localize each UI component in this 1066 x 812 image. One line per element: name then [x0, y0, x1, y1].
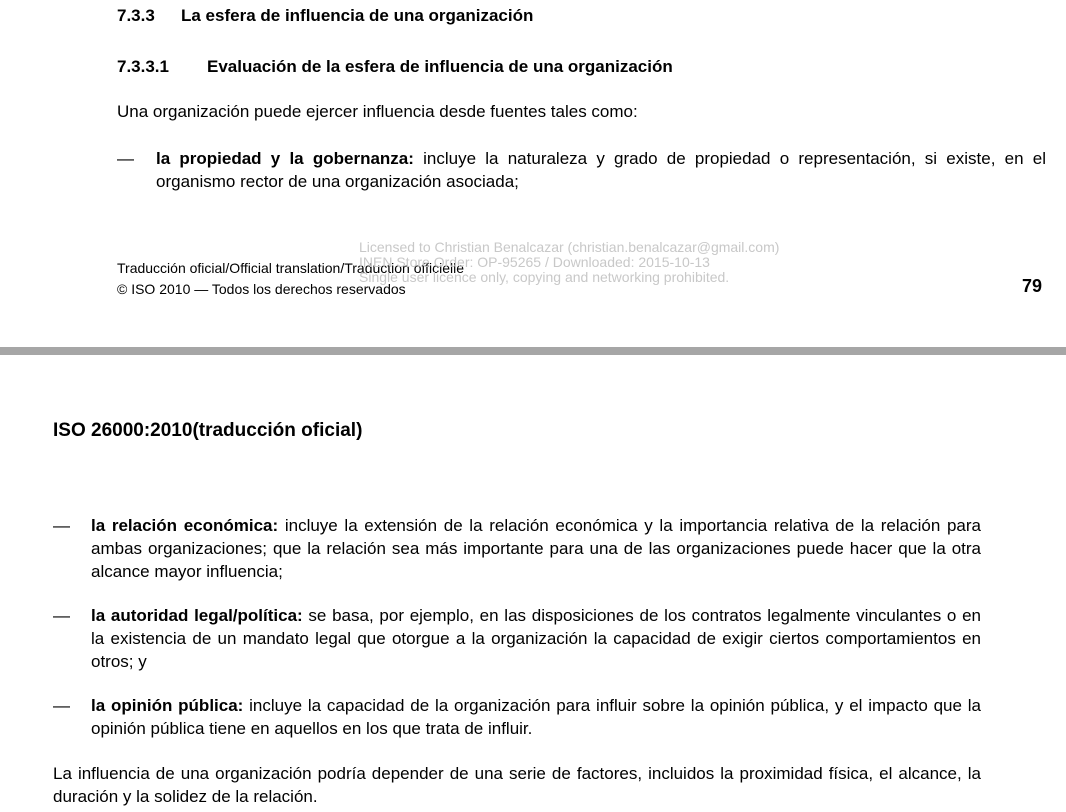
list-item-body: incluye la extensión de la relación económica y la importancia relativa de la relación para ambas organizaciones; que la relación sea más importante para una de las organizaciones puede hacer que la otra alcance mayor influencia;: [91, 516, 981, 581]
list-item-body: se basa, por ejemplo, en las disposiciones de los contratos legalmente vinculantes o en la existencia de un mandato legal que otorgue a la organización la capacidad de exigir ciertos comportamientos en otros; y: [91, 606, 981, 671]
watermark-line: Licensed to Christian Benalcazar (christian.benalcazar@gmail.com): [359, 239, 780, 255]
list-item-term: la propiedad y la gobernanza:: [156, 149, 414, 168]
watermark-line: INEN Store Order: OP-95265 / Downloaded: 2015-10-13: [359, 254, 710, 270]
closing-paragraph: La influencia de una organización podría depender de una serie de factores, incluidos la proximidad física, el alcance, la duración y la solidez de la relación.: [53, 764, 981, 806]
section-title: La esfera de influencia de una organización: [181, 6, 534, 25]
list-item: [53, 604, 981, 673]
page-header: ISO 26000:2010(traducción oficial): [53, 420, 363, 441]
list-item-text: [91, 604, 981, 673]
list-item: [53, 694, 981, 740]
subsection-number: 7.3.3.1: [117, 57, 169, 76]
subsection-title: Evaluación de la esfera de influencia de una organización: [207, 57, 673, 76]
page-separator: [0, 347, 1066, 355]
list-item-term: la relación económica:: [91, 516, 279, 535]
list-item-text: [156, 147, 1046, 193]
list-item: [117, 147, 1046, 193]
watermark-line: Single user licence only, copying and networking prohibited.: [359, 269, 730, 285]
page-number: 79: [1022, 276, 1043, 296]
subsection-heading: [117, 57, 673, 77]
list-item-body: incluye la capacidad de la organización para influir sobre la opinión pública, y el impacto que la opinión pública tiene en aquellos en los que trata de influir.: [91, 696, 981, 738]
list-item-term: la opinión pública:: [91, 696, 244, 715]
section-number: 7.3.3: [117, 6, 155, 25]
footer-copyright: © ISO 2010 — Todos los derechos reservados: [117, 281, 406, 297]
section-heading: [117, 6, 533, 26]
list-item: [53, 514, 981, 583]
license-watermark: [359, 240, 779, 285]
list-item-term: la autoridad legal/política:: [91, 606, 303, 625]
bullet-dash: —: [53, 696, 70, 715]
bullet-dash: —: [53, 606, 70, 625]
list-item-text: [91, 694, 981, 740]
list-item-text: [91, 514, 981, 583]
intro-paragraph: Una organización puede ejercer influencia desde fuentes tales como:: [117, 102, 638, 121]
bullet-dash: —: [117, 149, 134, 168]
footer-translation: Traducción oficial/Official translation/Traduction officielle: [117, 260, 465, 276]
list-item-body: incluye la naturaleza y grado de propiedad o representación, si existe, en el organismo rector de una organización asociada;: [156, 149, 1046, 191]
bullet-dash: —: [53, 516, 70, 535]
